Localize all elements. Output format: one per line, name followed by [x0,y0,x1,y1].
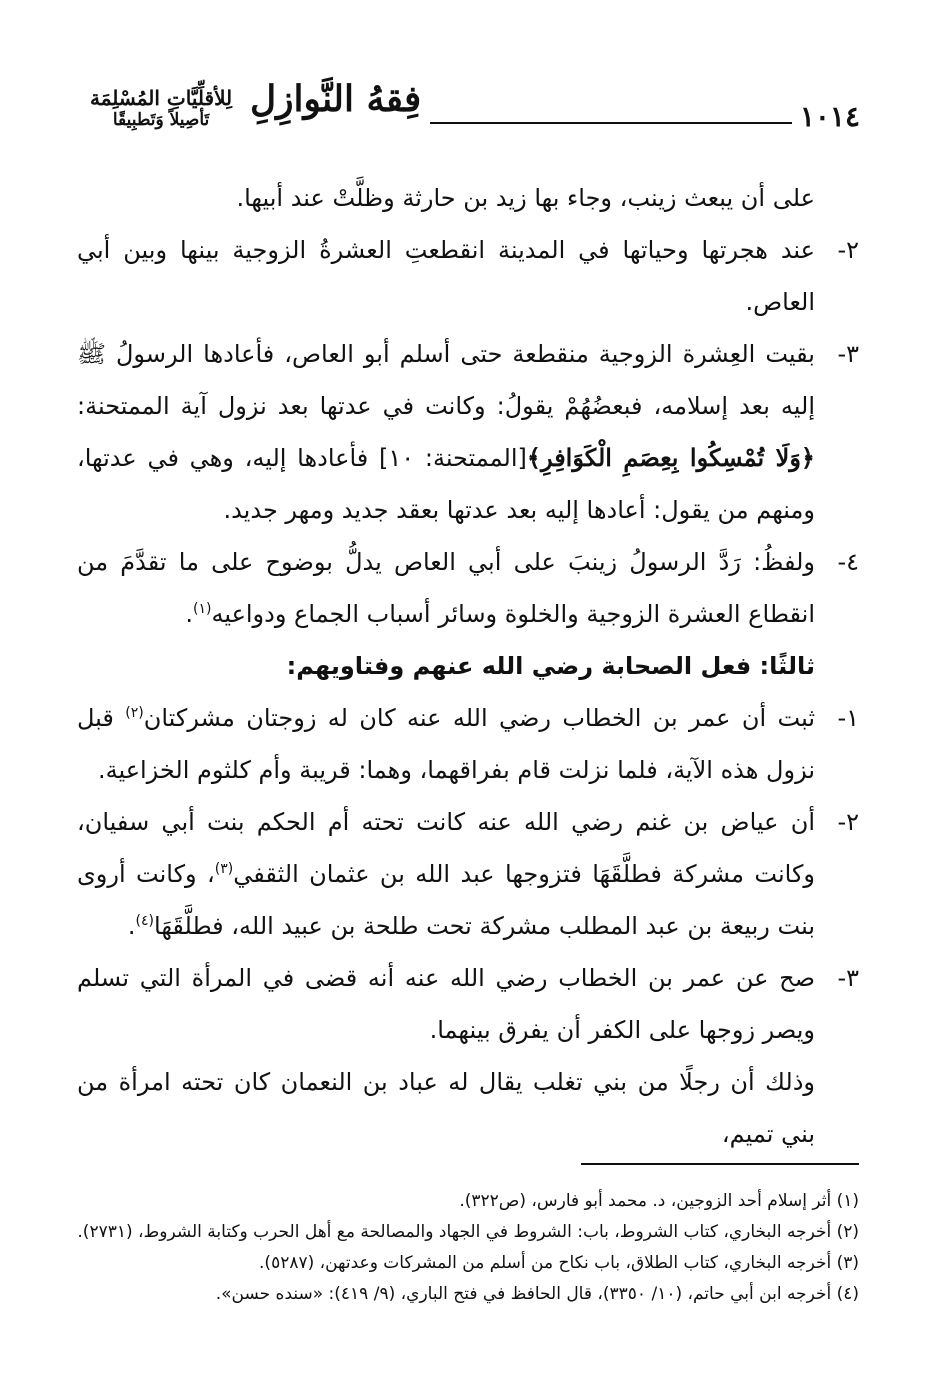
list-number: ٣- [837,340,859,368]
list-item-text [77,796,815,952]
list-item-text [77,692,815,796]
header-rule [430,122,792,124]
text-segment: أن عياض بن غنم رضي الله عنه كانت تحته أم الحكم بنت أبي سفيان، وكانت مشركة فطلَّقَهَا فتزوجها عبد الله بن عثمان الثقفي [77,808,815,888]
list-item-text [77,328,815,536]
text-segment: [الممتحنة: ١٠] فأعادها إليه، وهي في عدتها، ومنهم من يقول: أعادها إليه بعد عدتها بعقد جديد ومهر جديد. [77,444,815,524]
text-segment: ، وكانت أروى بنت ربيعة بن عبد المطلب مشركة تحت طلحة بن عبيد الله، فطلَّقَهَا [77,860,815,940]
list-item-text: صح عن عمر بن الخطاب رضي الله عنه أنه قضى في المرأة التي تسلم ويصر زوجها على الكفر أن يفرق بينهما. [77,964,815,1044]
footnote-marker: (١) [192,601,212,617]
list-item-s3 [77,952,859,1056]
footnote-marker: (٣) [214,861,234,877]
text-segment: ولفظُ: رَدَّ الرسولُ زينبَ على أبي العاص يدلُّ بوضوح على ما تقدَّمَ من انقطاع العشرة الزوجية والخلوة وسائر أسباب الجماع ودواعيه [77,548,815,628]
list-number: ٢- [837,236,859,264]
book-subtitle [90,86,232,130]
footnote-marker: (٢) [125,705,144,721]
text-segment: . [185,600,193,628]
footnote-4: (٤) أخرجه ابن أبي حاتم، (١٠/ ٣٣٥٠)، قال الحافظ في فتح الباري، (٩/ ٤١٩): «سنده حسن». [215,1284,859,1304]
list-item-2 [77,224,859,328]
page-number: ١٠١٤ [799,100,860,133]
paragraph-last: وذلك أن رجلًا من بني تغلب يقال له عباد بن النعمان كان تحته امرأة من بني تميم، [77,1068,815,1148]
footnotes [59,1186,859,1310]
text-segment: ثبت أن عمر بن الخطاب رضي الله عنه كان له زوجتان مشركتان [143,704,815,732]
footnote-3: (٣) أخرجه البخاري، كتاب الطلاق، باب نكاح من أسلم من المشركات وعدتهن، (٥٢٨٧). [259,1253,859,1273]
main-text [77,172,859,1160]
footnote-2: (٢) أخرجه البخاري، كتاب الشروط، باب: الشروط في الجهاد والمصالحة مع أهل الحرب وكتابة الشروط، (٢٧٣١). [77,1222,859,1242]
list-item-4 [77,536,859,640]
section-heading: ثالثًا: فعل الصحابة رضي الله عنهم وفتاويهم: [286,652,815,680]
list-item-text [77,536,815,640]
text-segment: . [127,912,136,940]
list-item-3 [77,328,859,536]
list-number: ١- [837,704,859,732]
list-number: ٣- [837,964,859,992]
footnote-marker: (٤) [135,913,155,929]
list-number: ٢- [837,808,859,836]
text-segment: قبل نزول هذه الآية، فلما نزلت قام بفراقهما، وهما: قريبة وأم كلثوم الخزاعية. [77,704,815,784]
book-subtitle-line-2: تَأصِيلاً وَتَطبِيقًا [112,110,210,130]
footnote-separator [581,1163,859,1165]
page-header [80,78,860,148]
list-item-text: عند هجرتها وحياتها في المدينة انقطعتِ العشرةُ الزوجية بينها وبين أبي العاص. [77,236,815,316]
book-title: فِقهُ النَّوازِلِ [250,78,422,120]
text-segment: بقيت العِشرة الزوجية منقطعة حتى أسلم أبو العاص، فأعادها الرسولُ ﷺ إليه بعد إسلامه، فبعضُهُمْ يقولُ: وكانت في عدتها بعد نزول آية الممتحنة: [77,340,815,420]
list-item-s1 [77,692,859,796]
list-item-s2 [77,796,859,952]
paragraph-continuation: على أن يبعث زينب، وجاء بها زيد بن حارثة وظلَّتْ عند أبيها. [236,184,815,212]
book-subtitle-line-1: لِلأقلِّيَّاتِ المُسْلِمَة [90,86,233,110]
list-number: ٤- [837,548,859,576]
quran-verse: ﴿وَلَا تُمْسِكُوا بِعِصَمِ الْكَوَافِرِ﴾ [526,443,815,472]
footnote-1: (١) أثر إسلام أحد الزوجين، د. محمد أبو فارس، (ص٣٢٢). [459,1191,859,1211]
